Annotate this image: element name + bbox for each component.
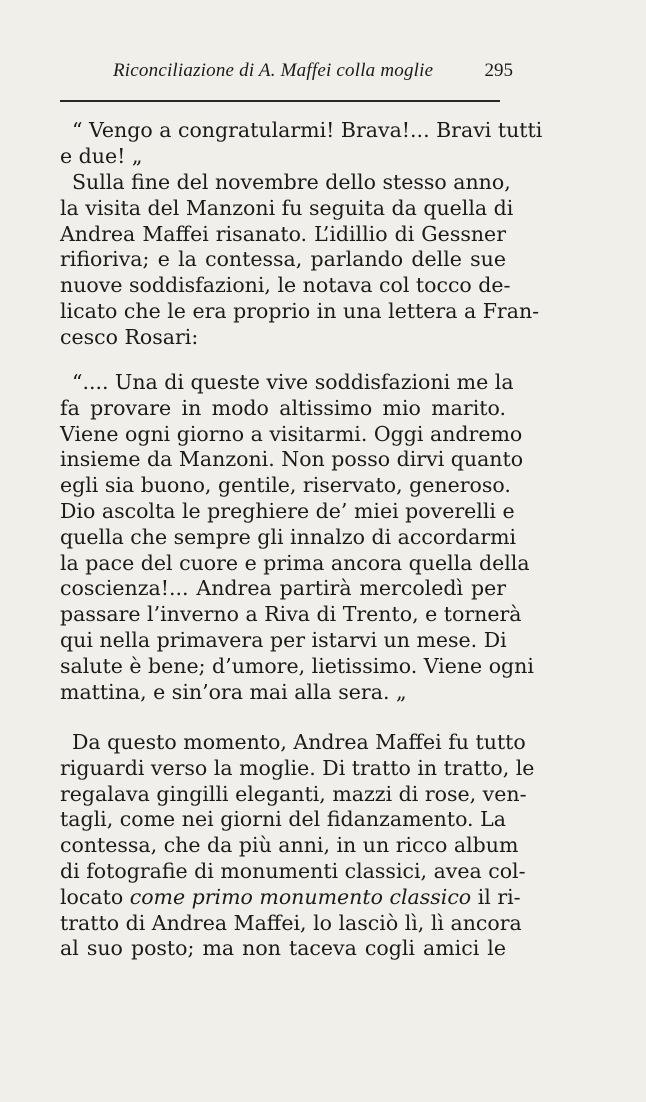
running-header xyxy=(113,60,513,82)
paragraph-1 xyxy=(60,118,543,170)
header-rule xyxy=(60,100,500,102)
text-line: di fotografie di monumenti classici, avea col- xyxy=(60,858,526,883)
text-line: rifioriva; e la contessa, parlando delle sue xyxy=(60,247,506,272)
text-line: Andrea Maffei risanato. L’idillio di Gessner xyxy=(60,221,506,246)
text-line: “.... Una di queste vive soddisfazioni me la xyxy=(72,370,514,394)
text-line: passare l’inverno a Riva di Trento, e tornerà xyxy=(60,602,522,627)
text-line: coscienza!... Andrea partirà mercoledì per xyxy=(60,576,506,601)
text-line: “ Vengo a congratularmi! Brava!... Bravi tutti xyxy=(72,118,543,142)
text-line: tratto di Andrea Maffei, lo lasciò lì, lì ancora xyxy=(60,910,522,935)
text-line: Dio ascolta le preghiere de’ miei poverelli e xyxy=(60,498,515,523)
paragraph-3-quote xyxy=(60,370,534,705)
italic-phrase: come primo monumento classico xyxy=(129,884,472,909)
text-line: quella che sempre gli innalzo di accordarmi xyxy=(60,524,517,549)
text-line: contessa, che da più anni, in un ricco album xyxy=(60,833,519,858)
running-title: Riconciliazione di A. Maffei colla moglie xyxy=(113,60,434,81)
text-line: fa provare in modo altissimo mio marito. xyxy=(60,395,506,420)
text-fragment: locato xyxy=(60,884,124,909)
text-line: la visita del Manzoni fu seguita da quella di xyxy=(60,195,514,220)
text-line: riguardi verso la moglie. Di tratto in tratto, le xyxy=(60,755,535,780)
text-line: licato che le era proprio in una lettera a Fran- xyxy=(60,298,540,323)
page-number: 295 xyxy=(484,60,513,81)
text-line: Viene ogni giorno a visitarmi. Oggi andremo xyxy=(60,421,523,446)
text-line: Sulla fine del novembre dello stesso anno, xyxy=(72,170,511,194)
text-line: la pace del cuore e prima ancora quella della xyxy=(60,550,530,575)
text-line: qui nella primavera per istarvi un mese. Di xyxy=(60,627,507,652)
text-line: salute è bene; d’umore, lietissimo. Viene ogni xyxy=(60,653,534,678)
paragraph-4 xyxy=(60,730,535,962)
text-line: regalava gingilli eleganti, mazzi di rose, ven- xyxy=(60,781,527,806)
text-line: mattina, e sin’ora mai alla sera. „ xyxy=(60,679,407,704)
text-line: insieme da Manzoni. Non posso dirvi quanto xyxy=(60,447,524,472)
text-fragment: il ri- xyxy=(477,884,521,909)
text-line: al suo posto; ma non taceva cogli amici le xyxy=(60,936,506,961)
text-line: cesco Rosari: xyxy=(60,324,199,349)
text-line: e due! „ xyxy=(60,143,143,168)
text-line: nuove soddisfazioni, le notava col tocco de- xyxy=(60,273,511,298)
text-line: tagli, come nei giorni del fidanzamento. La xyxy=(60,807,506,832)
text-line: Da questo momento, Andrea Maffei fu tutto xyxy=(72,730,526,754)
text-line: egli sia buono, gentile, riservato, generoso. xyxy=(60,473,511,498)
text-line-with-italic xyxy=(60,884,521,911)
paragraph-2 xyxy=(60,170,540,351)
